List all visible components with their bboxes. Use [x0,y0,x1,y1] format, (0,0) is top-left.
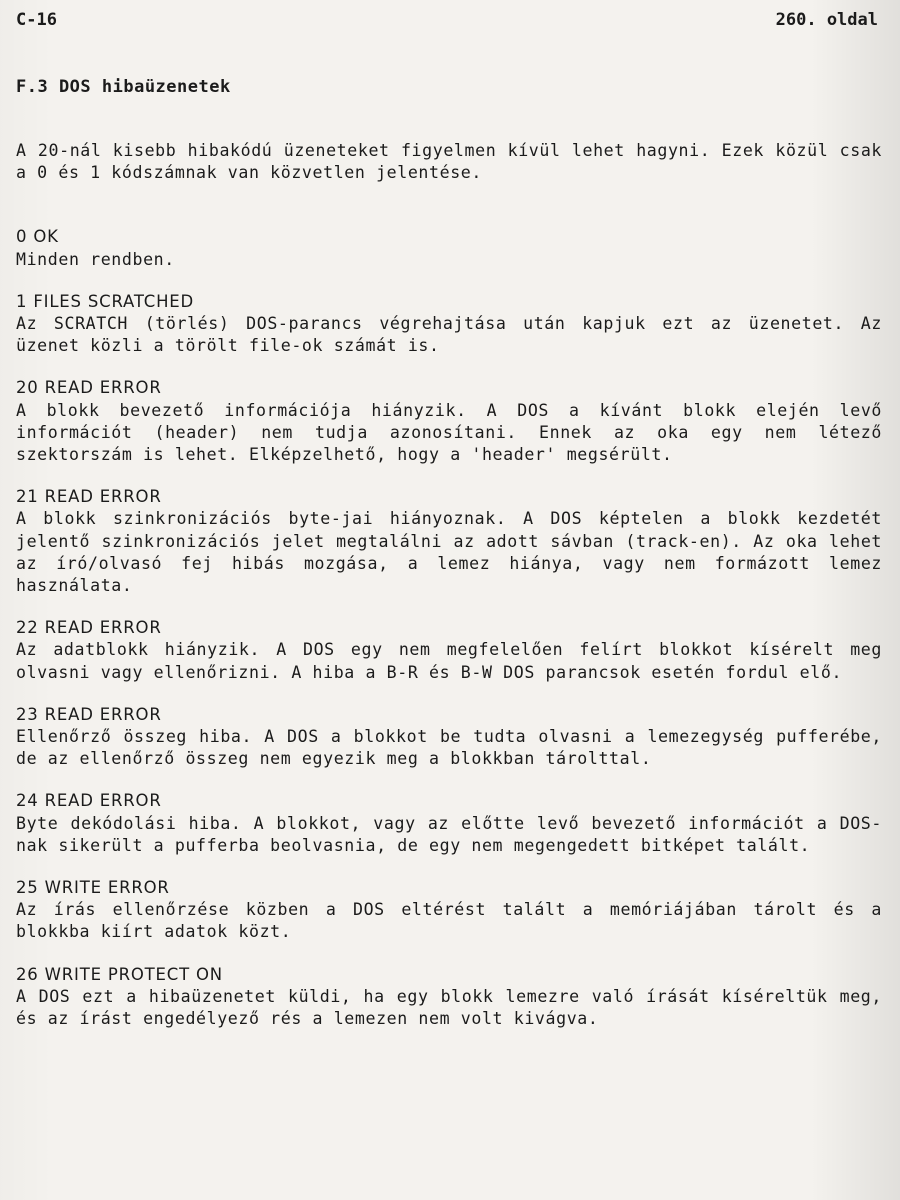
section-title: F.3 DOS hibaüzenetek [16,77,231,97]
error-entry [16,704,882,771]
error-description: A blokk szinkronizációs byte-jai hiányoznak. A DOS képtelen a blokk kezdetét jelentő szinkronizációs jelet megtalálni az adott sávban (track-en). Az oka lehet az író/olvasó fej hibás mozgása, a lemez hiánya, vagy nem formázott lemez használata. [16,509,882,596]
page-header [16,10,878,34]
page-code: C-16 [16,10,57,30]
error-title: READ ERROR [44,704,162,724]
error-description: A blokk bevezető információja hiányzik. A DOS a kívánt blokk elején levő információt (header) nem tudja azonosítani. Ennek az oka egy nem létező szektorszám is lehet. Elképzelhető, hogy a 'header' megsérült. [16,400,882,465]
error-heading [16,964,882,986]
error-description: Byte dekódolási hiba. A blokkot, vagy az előtte levő bevezető információt a DOS-nak sikerült a pufferba beolvasnia, de egy nem megengedett bitképet talált. [16,813,882,855]
error-heading [16,291,882,313]
error-entry [16,877,882,944]
error-title: READ ERROR [44,378,162,398]
error-code: 26 [16,964,39,984]
error-description: A DOS ezt a hibaüzenetet küldi, ha egy blokk lemezre való írását kíséreltük meg, és az írást engedélyező rés a lemezen nem volt kivágva. [16,986,882,1029]
error-code: 21 [16,487,39,507]
error-code: 20 [16,378,39,398]
error-description: Az írás ellenőrzése közben a DOS eltérést talált a memóriájában tárolt és a blokkba kiírt adatok közt. [16,900,882,942]
error-title: FILES SCRATCHED [33,291,195,311]
error-code: 1 [16,291,28,311]
error-heading [16,704,882,726]
error-title: WRITE ERROR [44,878,170,898]
error-description: Minden rendben. [16,249,175,269]
error-heading [16,877,882,899]
error-code: 25 [16,878,39,898]
error-description: Az adatblokk hiányzik. A DOS egy nem megfelelően felírt blokkot kísérelt meg olvasni vagy ellenőrizni. A hiba a B-R és B-W DOS parancsok esetén fordul elő. [16,640,882,682]
error-heading [16,790,882,812]
error-entry [16,964,882,1031]
error-code: 23 [16,704,39,724]
page-content [16,140,882,1050]
error-title: READ ERROR [44,791,162,811]
error-heading [16,226,882,248]
page-number: 260. oldal [775,10,878,30]
error-entry [16,291,882,358]
error-heading [16,377,882,399]
error-code: 22 [16,618,39,638]
error-entry [16,617,882,684]
error-entry [16,486,882,597]
error-description: Ellenőrző összeg hiba. A DOS a blokkot be tudta olvasni a lemezegység pufferébe, de az ellenőrző összeg nem egyezik meg a blokkban tárolttal. [16,727,882,769]
intro-paragraph: A 20-nál kisebb hibakódú üzeneteket figyelmen kívül lehet hagyni. Ezek közül csak a 0 és 1 kódszámnak van közvetlen jelentése. [16,141,882,183]
error-code: 0 [16,227,28,247]
error-title: WRITE PROTECT ON [44,964,223,984]
error-description: Az SCRATCH (törlés) DOS-parancs végrehajtása után kapjuk ezt az üzenetet. Az üzenet közli a törölt file-ok számát is. [16,314,882,356]
error-code: 24 [16,791,39,811]
error-title: READ ERROR [44,487,162,507]
error-entry [16,226,882,270]
error-entry [16,790,882,857]
error-title: OK [33,227,59,247]
error-title: READ ERROR [44,618,162,638]
error-heading [16,486,882,508]
error-entry [16,377,882,466]
error-heading [16,617,882,639]
